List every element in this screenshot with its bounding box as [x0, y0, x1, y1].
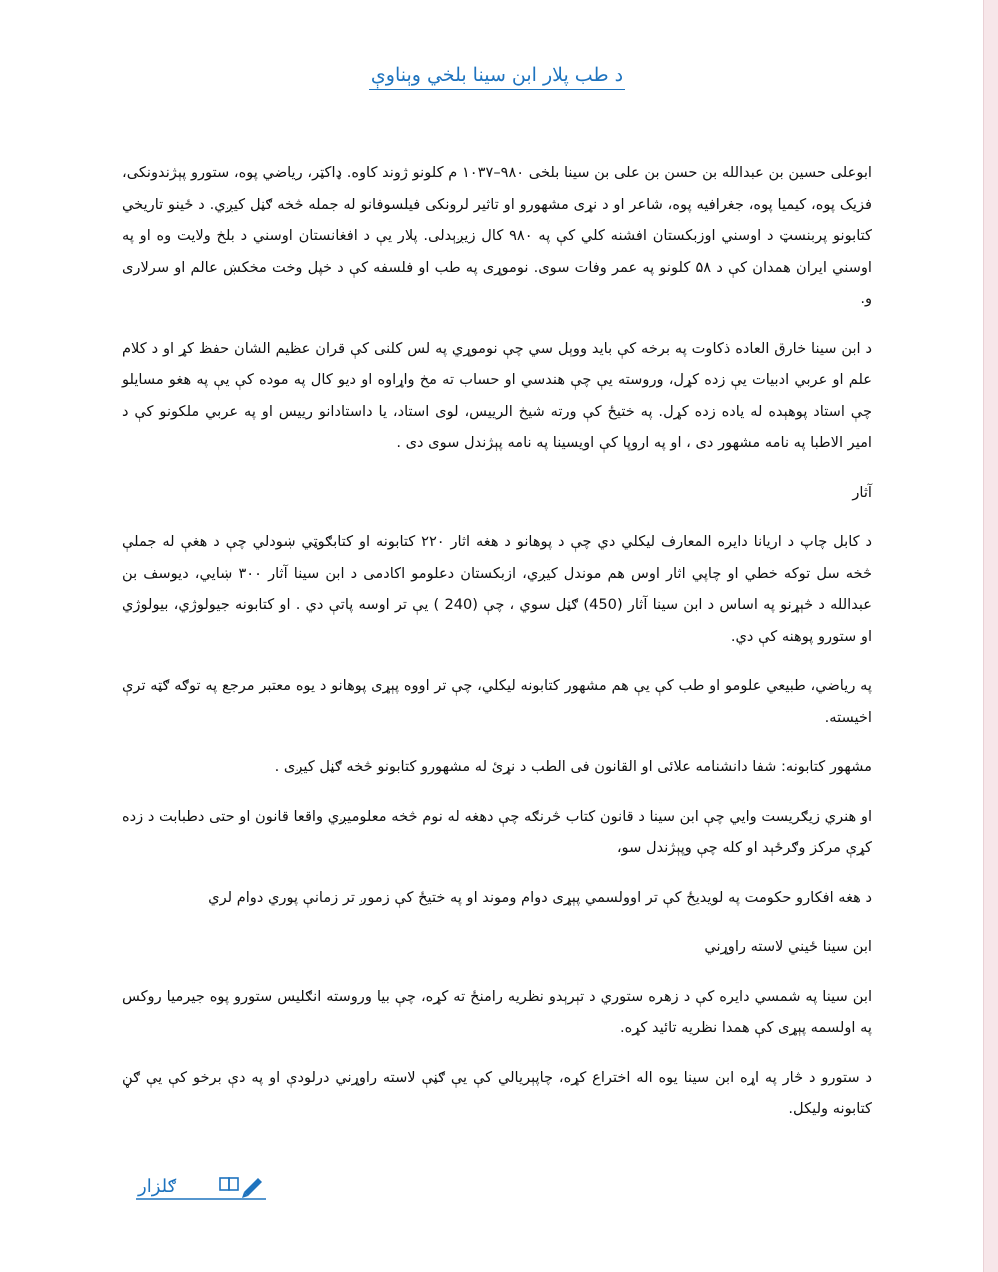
paragraph-sciences: په رياضي، طبيعي علومو او طب کې يې هم مشهور کتابونه ليکلي، چې تر اووه پېړی پوهانو د يوه معتبر مرجع په توګه ګټه ترې اخيسته. — [122, 677, 872, 726]
page-edge-strip — [983, 0, 998, 1272]
signature-graphic — [134, 1168, 274, 1204]
paragraph-influence: د هغه افکارو حکومت په لويديځ کې تر اوولسمي پېړی دوام وموند او په ختيځ کې زموږ تر زمانې پوري دوام لري — [208, 888, 872, 906]
section-heading-works: آثار — [852, 483, 872, 501]
paragraph-biography: ابوعلی حسین بن عبدالله بن حسن بن علی بن سینا بلخی ۹۸۰–۱۰۳۷ م کلونو ژوند کاوه. ډاکټر، رياضي پوه، ستورو پېژندونکی، فزيک پوه، کيميا پوه، جغرافيه پوه، شاعر او د نړی مشهورو او تاثير لرونکی فيلسوفانو له جمله څخه ګڼل کيږي. د ځينو تاريخي کتابونو پربنسټ د اوسني اوزبکستان افشنه کلي کې په ۹۸۰ کال زيږېدلی. پلار يې د افغانستان اوسني د بلخ ولايت وه او په اوسني ايران همدان کې د ۵۸ کلونو په عمر وفات سوی. نوموړی په طب او فلسفه کې د خپل وخت مخکښ عالم او سرلاری و. — [122, 164, 872, 307]
page-title[interactable]: د طب پلار ابن سینا بلخي وېناوې — [369, 62, 625, 90]
section-heading-achievements: ابن سینا ځيني لاسته راوړني — [704, 938, 872, 955]
page-title-wrapper — [122, 62, 872, 90]
paragraph-astronomy-instrument: د ستورو د څار په اړه ابن سینا يوه اله اختراع کړه، چاپېريالي کې يې ګڼې لاسته راوړني درلودې او په دې برخو کې يې ګڼ کتابونه وليکل. — [122, 1068, 872, 1117]
paragraph-intelligence: د ابن سینا خارق العاده ذکاوت په برخه کې باید ووېل سي چې نوموړي په لس کلنی کې قران عظيم الشان حفظ کړ او د کلام علم او عربي ادبيات يې زده کړل، وروسته يې چې هندسي او حساب ته مخ واړاوه او ديو کال په موده کې يې په هغو مسايلو چې استاد پوهېده له ياده زده کړل. په ختيځ کې ورته شيخ الرييس، لوی استاد، يا داستادانو رييس او په عربي ملکونو کې د امير الاطبا په نامه مشهور دی ، او په اروپا کې اويسينا په نامه پېژندل سوی دی . — [122, 339, 872, 451]
document-body — [122, 157, 872, 1143]
document-page — [122, 0, 872, 1272]
pen-icon — [242, 1178, 262, 1198]
signature-text: ګلزار — [138, 1176, 177, 1197]
paragraph-sigerist-quote: او هنري زيګريست وايي چې ابن سینا د قانون کتاب څرنګه چې دهغه له نوم څخه معلوميږي واقعا قانون او حتی دطبابت د زده کړې مرکز وګرځېد او کله چې وپېژندل سو، — [122, 807, 872, 856]
signature-logo — [134, 1168, 274, 1204]
paragraph-venus-transit: ابن سینا په شمسي دايره کې د زهره ستوري د تېرېدو نظريه رامنځ ته کړه، چې بيا وروسته انګليس ستورو پوه جيرميا روکس په اولسمه پېړی کې همدا نظريه تائيد کړه. — [122, 987, 872, 1036]
book-icon — [220, 1178, 238, 1190]
paragraph-famous-books: مشهور کتابونه: شفا دانشنامه علائی او القانون فی الطب د نړئ له مشهورو کتابونو څخه ګڼل کيږی . — [274, 758, 872, 775]
paragraph-works-count: د کابل چاپ د اريانا دايره المعارف ليکلي دي چې د پوهانو د هغه اثار ۲۲۰ کتابونه او کتابګوټي ښودلي چې د هغې له جملې څخه سل توکه خطي او چاپي اثار اوس هم موندل کيږي، ازبکستان دعلومو اکادمی د ابن سینا آثار ۳۰۰ ښايي، ديوسف بن عبدالله د څېړنو په اساس د ابن سینا آثار (450) ګڼل سوي ، چې (240 ) يې تر اوسه پاتې دي . او کتابونه جيولوژي، بيولوژي او ستورو پوهنه کې دي. — [122, 533, 872, 645]
